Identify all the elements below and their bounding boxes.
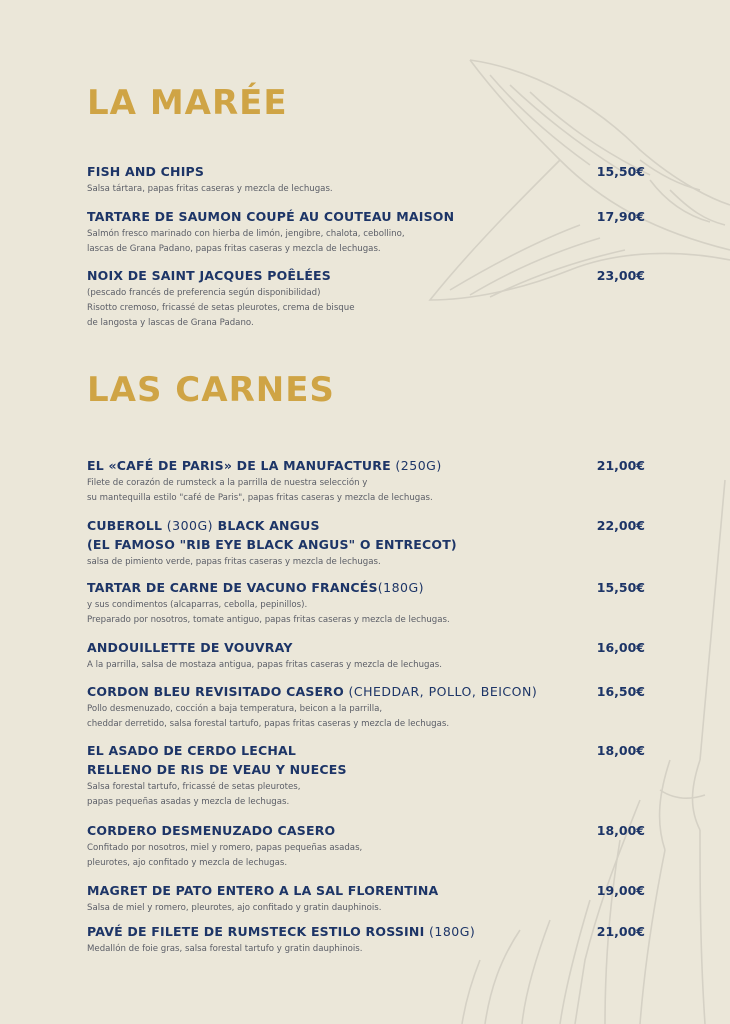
dish-description: A la parrilla, salsa de mostaza antigua, papas fritas caseras y mezcla de lechugas. (87, 660, 442, 670)
menu-item (87, 456, 645, 506)
dish-description: y sus condimentos (alcaparras, cebolla, pepinillos). Preparado por nosotros, tomate antiguo, papas fritas caseras y mezcla de lechugas. (87, 600, 450, 625)
dish-description: (pescado francés de preferencia según disponibilidad) Risotto cremoso, fricassé de setas pleurotes, crema de bisque de langosta y lascas de Grana Padano. (87, 288, 355, 328)
dish-price: 16,00€ (596, 640, 645, 655)
dish-price: 22,00€ (596, 518, 645, 533)
dish-name: PAVÉ DE FILETE DE RUMSTECK ESTILO ROSSINI (180G) (87, 924, 476, 939)
section-title-la-maree: LA MARÉE (87, 83, 288, 123)
dish-description: Salsa de miel y romero, pleurotes, ajo confitado y gratin dauphinois. (87, 903, 382, 913)
dish-price: 21,00€ (596, 458, 645, 473)
dish-price: 15,50€ (596, 580, 645, 595)
menu-item (87, 516, 645, 570)
dish-weight: (180G) (428, 924, 476, 939)
dish-weight: (180G) (377, 580, 425, 595)
dish-name: NOIX DE SAINT JACQUES POÊLÉES (87, 268, 332, 283)
dish-price: 18,00€ (596, 823, 645, 838)
dish-description: Medallón de foie gras, salsa forestal tartufo y gratin dauphinois. (87, 944, 363, 954)
menu-item (87, 821, 645, 871)
menu-item (87, 578, 645, 628)
dish-name: CORDON BLEU REVISITADO CASERO (CHEDDAR, POLLO, BEICON) (87, 684, 538, 699)
dish-weight: (250G) (395, 458, 442, 473)
dish-name: CORDERO DESMENUZADO CASERO (87, 823, 336, 838)
dish-description: Confitado por nosotros, miel y romero, papas pequeñas asadas, pleurotes, ajo confitado y mezcla de lechugas. (87, 843, 363, 868)
dish-name: ANDOUILLETTE DE VOUVRAY (87, 640, 293, 655)
dish-name: EL ASADO DE CERDO LECHAL RELLENO DE RIS DE VEAU Y NUECES (87, 743, 347, 777)
dish-price: 15,50€ (596, 164, 645, 179)
dish-price: 19,00€ (596, 883, 645, 898)
menu-item (87, 162, 645, 197)
dish-price: 18,00€ (596, 743, 645, 758)
menu-item (87, 922, 645, 957)
dish-description: salsa de pimiento verde, papas fritas caseras y mezcla de lechugas. (87, 557, 381, 567)
dish-price: 16,50€ (596, 684, 645, 699)
dish-description: Filete de corazón de rumsteck a la parrilla de nuestra selección y su mantequilla estilo "café de Paris", papas fritas caseras y mezcla de lechugas. (87, 478, 433, 503)
dish-price: 23,00€ (596, 268, 645, 283)
dish-name: MAGRET DE PATO ENTERO A LA SAL FLORENTINA (87, 883, 439, 898)
section-title-las-carnes: LAS CARNES (87, 370, 335, 410)
menu-item (87, 682, 645, 732)
dish-weight: (CHEDDAR, POLLO, BEICON) (348, 684, 538, 699)
menu-item (87, 266, 645, 331)
dish-description: Pollo desmenuzado, cocción a baja temperatura, beicon a la parrilla, cheddar derretido, salsa forestal tartufo, papas fritas caseras y mezcla de lechugas. (87, 704, 450, 729)
menu-item (87, 638, 645, 673)
dish-name: CUBEROLL (300G) BLACK ANGUS (EL FAMOSO "RIB EYE BLACK ANGUS" O ENTRECOT) (87, 518, 457, 552)
dish-name: EL «CAFÉ DE PARIS» DE LA MANUFACTURE (250G) (87, 458, 442, 473)
dish-name: FISH AND CHIPS (87, 164, 205, 179)
menu-item (87, 207, 645, 257)
menu-item (87, 741, 645, 810)
dish-description: Salsa forestal tartufo, fricassé de setas pleurotes, papas pequeñas asadas y mezcla de lechugas. (87, 782, 301, 807)
dish-price: 17,90€ (596, 209, 645, 224)
dish-name: TARTAR DE CARNE DE VACUNO FRANCÉS(180G) (87, 580, 425, 595)
dish-description: Salsa tártara, papas fritas caseras y mezcla de lechugas. (87, 184, 333, 194)
menu-item (87, 881, 645, 916)
dish-description: Salmón fresco marinado con hierba de limón, jengibre, chalota, cebollino, lascas de Grana Padano, papas fritas caseras y mezcla de lechugas. (87, 229, 405, 254)
dish-name: TARTARE DE SAUMON COUPÉ AU COUTEAU MAISON (87, 209, 455, 224)
dish-price: 21,00€ (596, 924, 645, 939)
dish-weight: (300G) (166, 518, 214, 533)
